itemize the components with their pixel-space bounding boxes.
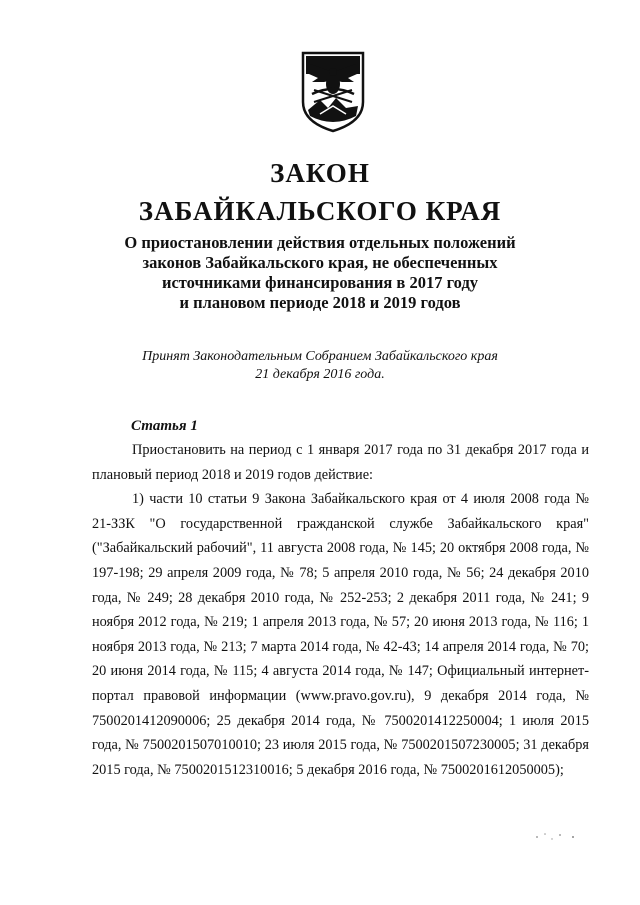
subtitle-line: источниками финансирования в 2017 году (161, 273, 479, 292)
article-item-1: 1) части 10 статьи 9 Закона Забайкальского края от 4 июля 2008 года № 21-ЗЗК "О государственной гражданской службе Забайкальского края" ("Забайкальский рабочий", 11 августа 2008 года, № 145; 20 октября 2008 года, № 197-198; 29 апреля 2009 года, № 78; 5 апреля 2010 года, № 56; 24 декабря 2010 года, № 249; 28 декабря 2010 года, № 252-253; 2 декабря 2011 года, № 241; 9 ноября 2012 года, № 219; 1 апреля 2013 года, № 57; 20 июня 2013 года, № 116; 1 ноября 2013 года, № 213; 7 марта 2014 года, № 42-43; 14 апреля 2014 года, № 70; 20 июня 2014 года, № 115; 4 августа 2014 года, № 147; Официальный интернет-портал правовой информации (www.pravo.gov.ru), 9 декабря 2014 года, № 7500201412090006; 25 декабря 2014 года, № 7500201412250004; 1 июля 2015 года, № 7500201507010010; 23 июля 2015 года, № 7500201507230005; 31 декабря 2015 года, № 7500201512310016; 5 декабря 2016 года, № 7500201612050005); (92, 491, 589, 778)
coat-of-arms-icon (300, 50, 366, 134)
region-title: ЗАБАЙКАЛЬСКОГО КРАЯ (138, 196, 502, 226)
law-title: ЗАКОН (270, 158, 370, 188)
adoption-date: 21 декабря 2016 года. (255, 367, 385, 382)
adoption-note (70, 348, 570, 384)
subtitle-line: и плановом периоде 2018 и 2019 годов (179, 293, 461, 312)
subtitle-line: О приостановлении действия отдельных положений (124, 233, 516, 252)
article-body (92, 438, 589, 782)
article-heading: Статья 1 (131, 418, 198, 434)
scan-artifact (533, 828, 581, 844)
article-intro: Приостановить на период с 1 января 2017 года по 31 декабря 2017 года и плановый период 2018 и 2019 годов действие: (92, 442, 589, 483)
law-subject (60, 233, 580, 313)
subtitle-line: законов Забайкальского края, не обеспеченных (142, 253, 498, 272)
adoption-body: Принят Законодательным Собранием Забайкальского края (142, 349, 498, 364)
